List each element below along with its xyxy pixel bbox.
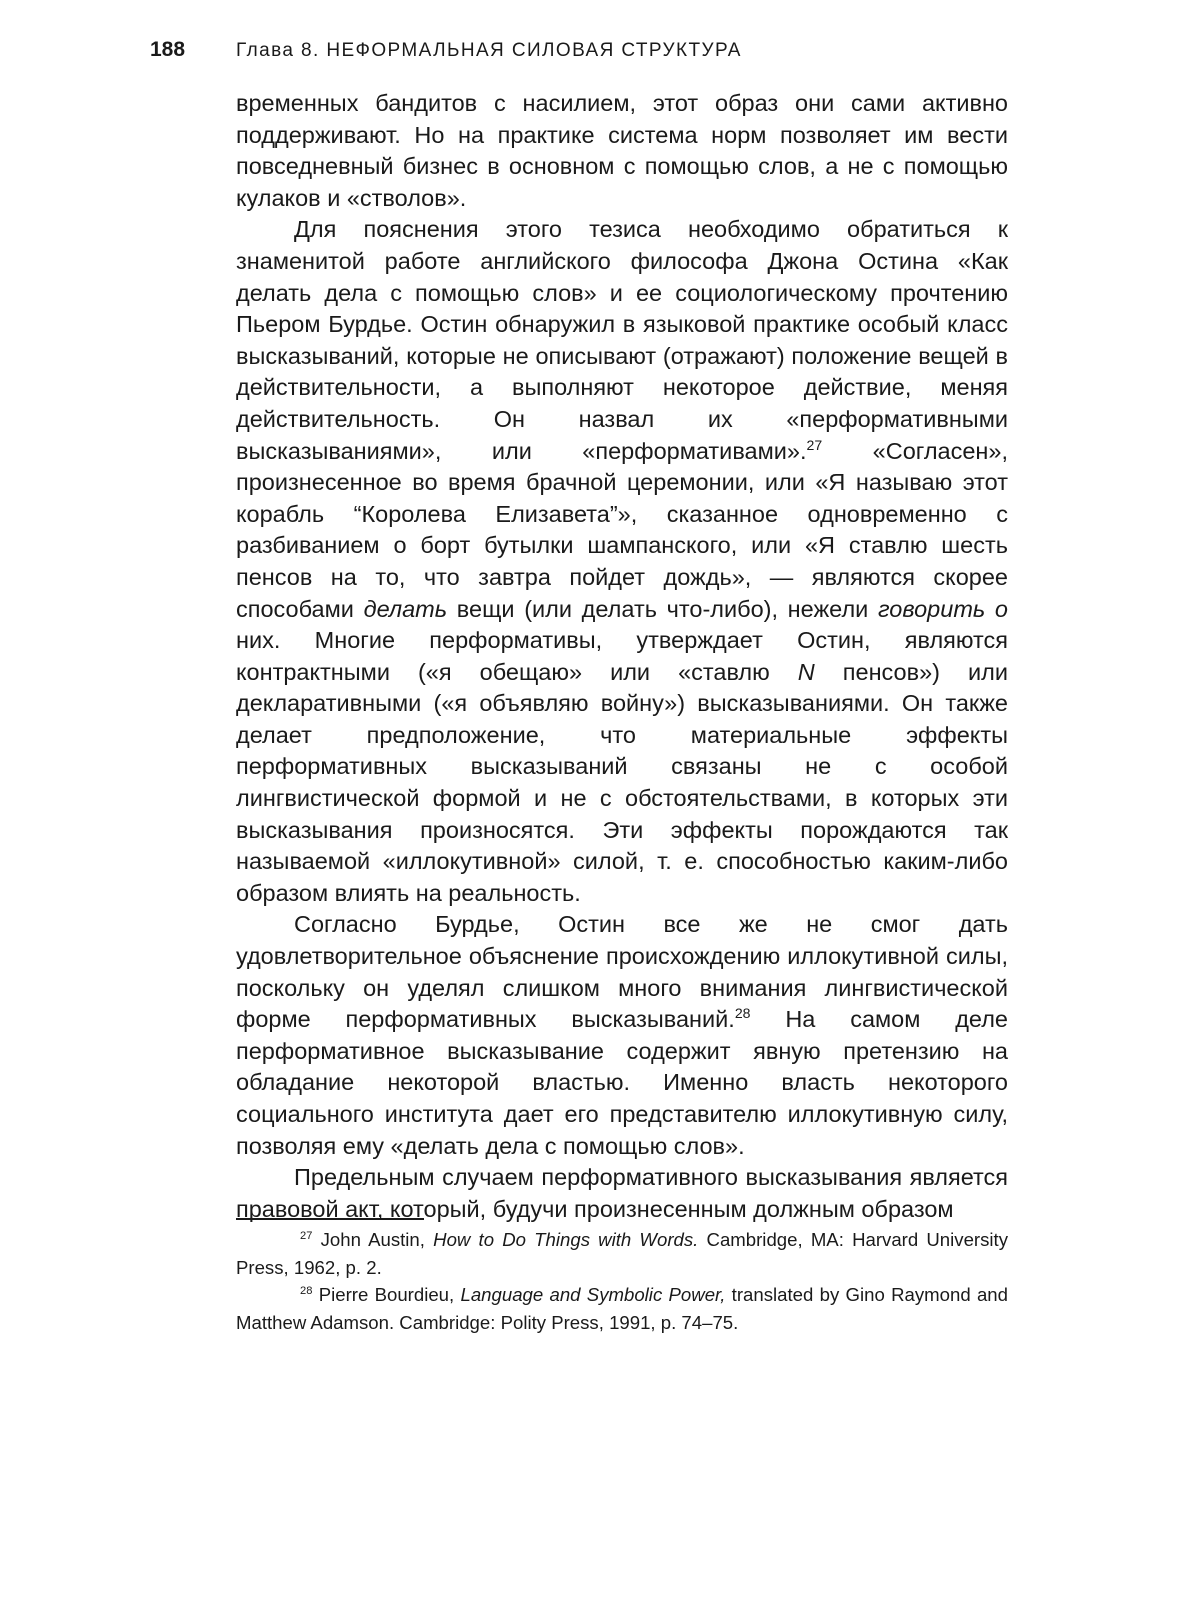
footnote-28: [236, 1281, 1008, 1336]
main-text: [236, 88, 1008, 1225]
running-head: [150, 38, 1012, 66]
footnote-ref-27[interactable]: 27: [806, 436, 823, 453]
paragraph-3-text-b: На самом деле перформативное высказывание содержит явную претензию на обладание некоторой властью. Именно власть некоторого социального института дает его представителю иллокутивную силу, позволяя ему «делать дела с помощью слов».: [236, 1006, 1008, 1159]
paragraph-2-text-a: Для пояснения этого тезиса необходимо обратиться к знаменитой работе английского философа Джона Остина «Как делать дела с помощью слов» и ее социологическому прочтению Пьером Бурдье. Остин обнаружил в языковой практике особый класс высказываний, которые не описывают (отражают) положение вещей в действительности, а выполняют некоторое действие, меняя действительность. Он назвал их «перформативными высказываниями», или «перформативами».: [236, 216, 1008, 464]
paragraph-2-text-d: них. Многие перформативы, утверждает Остин, являются контрактными («я обещаю» или «ставлю: [236, 627, 1008, 685]
paragraph-2-text-b: «Согласен», произнесенное во время брачной церемонии, или «Я называю этот корабль “Королева Елизавета”», сказанное одновременно с разбиванием о борт бутылки шампанского, или «Я ставлю шесть пенсов на то, что завтра пойдет дождь», — являются скорее способами: [236, 437, 1009, 622]
footnote-text: Pierre Bourdieu,: [312, 1284, 461, 1305]
emphasis-govorit-o: говорить о: [877, 595, 1008, 622]
footnote-text: translated by Gino Raymond and Matthew Adamson. Cambridge: Polity Press, 1991, p. 74–75.: [236, 1284, 1008, 1333]
footnote-text: Cambridge, MA: Harvard University Press, 1962, p. 2.: [236, 1229, 1009, 1278]
footnote-divider: [236, 1218, 424, 1220]
emphasis-n: N: [797, 658, 815, 685]
footnote-ref-28[interactable]: 28: [734, 1005, 751, 1022]
footnotes: [236, 1226, 1008, 1336]
footnote-number: 28: [300, 1284, 313, 1297]
paragraph-3-text-a: Согласно Бурдье, Остин все же не смог дать удовлетворительное объяснение происхождению иллокутивной силы, поскольку он уделял слишком много внимания лингвистической форме перформативных высказываний.: [236, 911, 1008, 1033]
paragraph-2-text-c: вещи (или делать что-либо), нежели: [447, 595, 878, 622]
footnote-book-title: Language and Symbolic Power,: [460, 1284, 726, 1305]
emphasis-delat: делать: [363, 595, 448, 622]
paragraph-4: Предельным случаем перформативного высказывания является правовой акт, который, будучи произнесенным должным образом: [236, 1164, 1008, 1222]
paragraph-3: [236, 909, 1008, 1162]
footnote-number: 27: [300, 1229, 313, 1242]
footnote-27: [236, 1226, 1008, 1281]
chapter-title: Глава 8. НЕФОРМАЛЬНАЯ СИЛОВАЯ СТРУКТУРА: [236, 40, 742, 61]
paragraph-2: [236, 214, 1008, 909]
footnote-text: John Austin,: [312, 1229, 434, 1250]
paragraph-1: временных бандитов с насилием, этот образ они сами активно поддерживают. Но на практике система норм позволяет им вести повседневный бизнес в основном с помощью слов, а не с помощью кулаков и «стволов».: [236, 90, 1008, 211]
page-number: 188: [150, 38, 186, 61]
footnote-book-title: How to Do Things with Words.: [433, 1229, 699, 1250]
paragraph-2-text-e: пенсов») или декларативными («я объявляю войну») высказываниями. Он также делает предположение, что материальные эффекты перформативных высказываний связаны не с особой лингвистической формой и не с обстоятельствами, в которых эти высказывания произносятся. Эти эффекты порождаются так называемой «иллокутивной» силой, т. е. способностью каким-либо образом влиять на реальность.: [236, 658, 1008, 906]
